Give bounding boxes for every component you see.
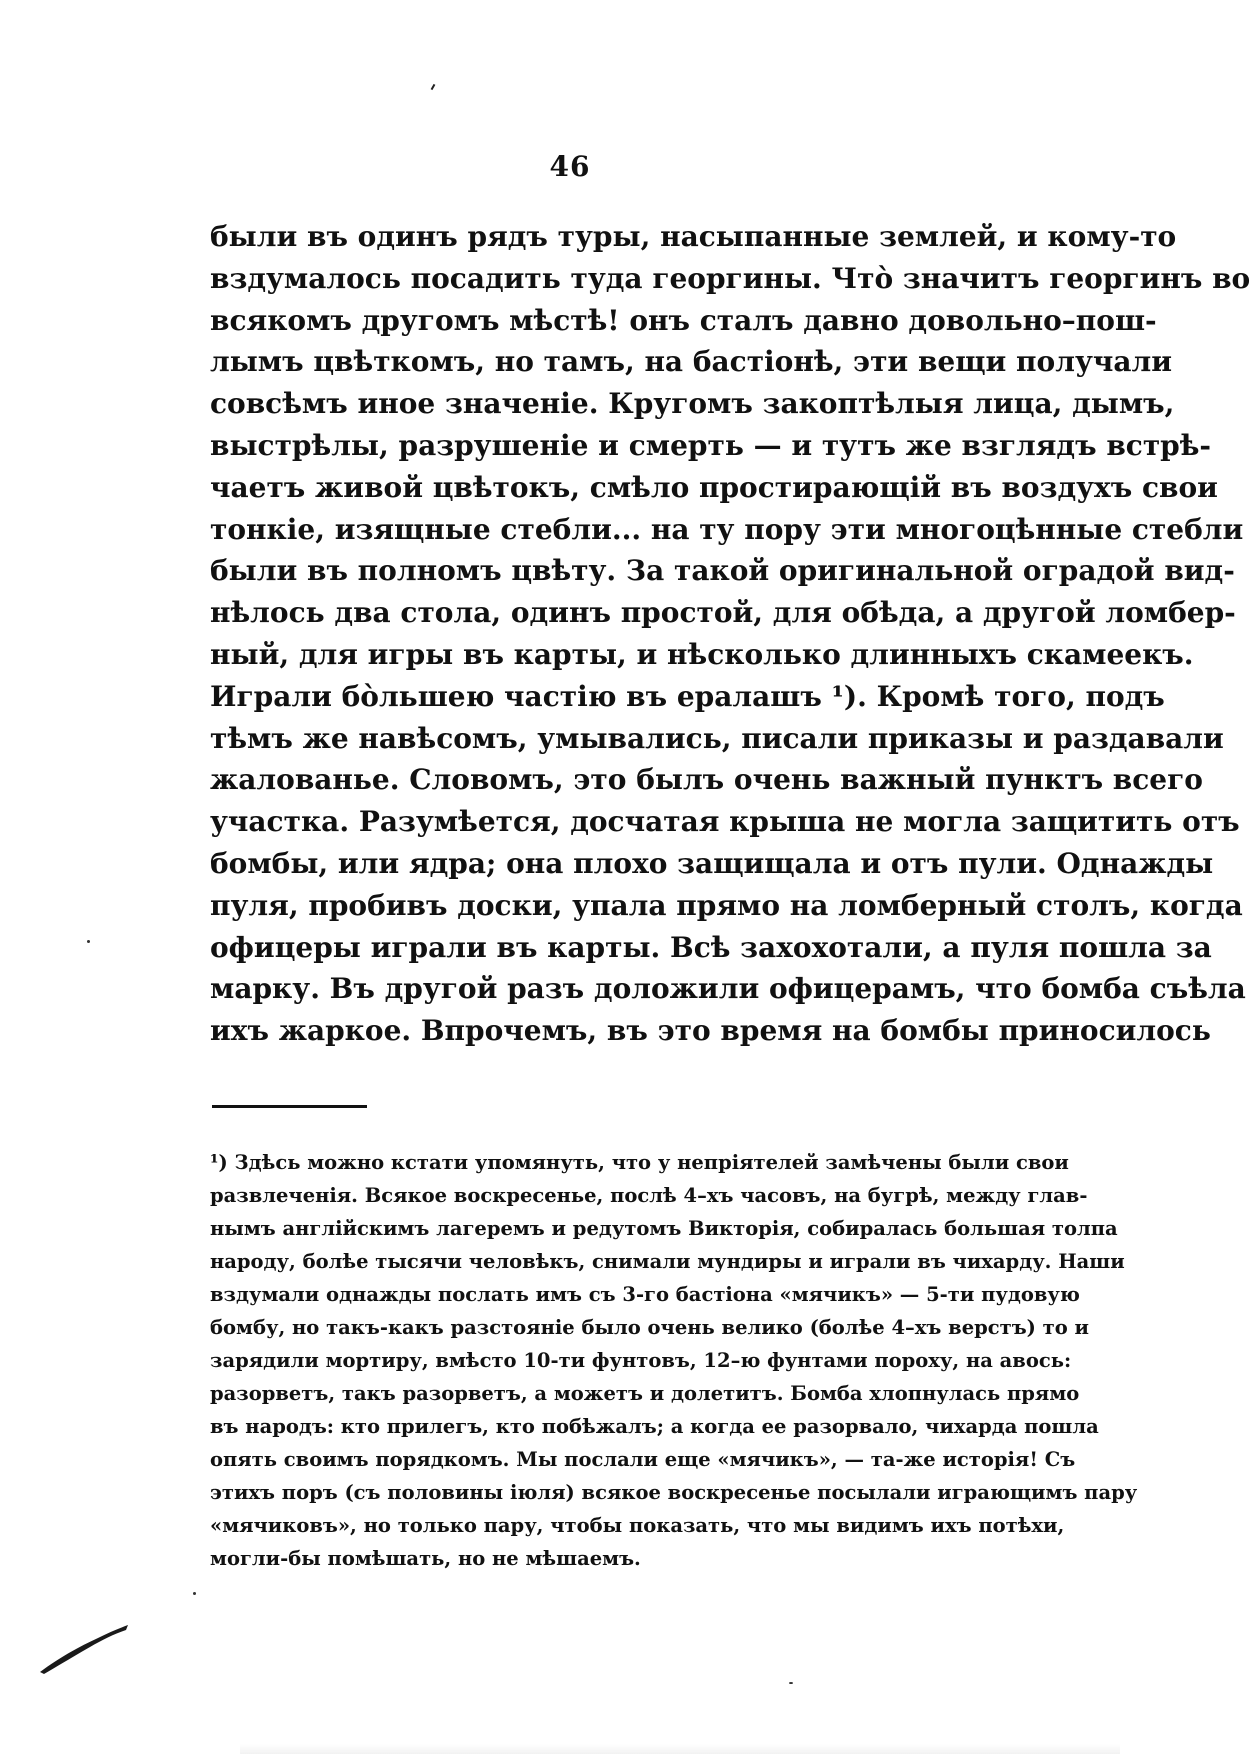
footnote-separator [212,1105,367,1108]
page-number: 46 [549,150,591,183]
text-line: ихъ жаркое. Впрочемъ, въ это время на бомбы приносилось [210,1014,1211,1048]
main-text [210,216,1250,1052]
footnote-line: разорветъ, такъ разорветъ, а можетъ и долетитъ. Бомба хлопнулась прямо [210,1382,1080,1405]
scan-speck [789,1682,793,1684]
page-bottom-edge [240,1744,1120,1754]
footnote-line: развлеченія. Всякое воскресенье, послѣ 4–хъ часовъ, на бугрѣ, между глав- [210,1184,1088,1207]
text-line: тѣмъ же навѣсомъ, умывались, писали приказы и раздавали [210,721,1224,755]
text-line: вздумалось посадить туда георгины. Что̀ значитъ георгинъ во [210,261,1250,295]
scan-speck [193,1592,196,1595]
footnote-line: въ народъ: кто прилегъ, кто побѣжалъ; а когда ее разорвало, чихарда пошла [210,1415,1099,1438]
text-line: нѣлось два стола, одинъ простой, для обѣда, а другой ломбер- [210,596,1236,630]
text-line: ный, для игры въ карты, и нѣсколько длинныхъ скамеекъ. [210,637,1194,671]
scan-speck [87,940,90,943]
text-line: участка. Разумѣется, досчатая крыша не могла защитить отъ [210,805,1240,839]
scan-speck [431,84,436,90]
footnote-line: могли-бы помѣшать, но не мѣшаемъ. [210,1547,641,1570]
footnote-line: этихъ поръ (съ половины іюля) всякое воскресенье посылали играющимъ пару [210,1481,1138,1504]
footnote-line: опять своимъ порядкомъ. Мы послали еще «мячикъ», — та-же исторія! Съ [210,1448,1076,1471]
footnote-line: народу, болѣе тысячи человѣкъ, снимали мундиры и играли въ чихарду. Наши [210,1250,1125,1273]
text-line: тонкіе, изящные стебли... на ту пору эти многоцѣнные стебли [210,512,1244,546]
text-line: марку. Въ другой разъ доложили офицерамъ, что бомба съѣла [210,972,1246,1006]
text-line: Играли бо̀льшею частію въ ералашъ ¹). Кромѣ того, подъ [210,679,1165,713]
text-line: пуля, пробивъ доски, упала прямо на ломберный столъ, когда [210,888,1243,922]
text-line: выстрѣлы, разрушеніе и смерть — и тутъ же взглядъ встрѣ- [210,428,1212,462]
footnote-line: ¹) Здѣсь можно кстати упомянуть, что у непріятелей замѣчены были свои [210,1151,1069,1174]
text-line: бомбы, или ядра; она плохо защищала и отъ пули. Однажды [210,846,1214,880]
footnote-line: вздумали однажды послать имъ съ 3-го бастіона «мячикъ» — 5-ти пудовую [210,1283,1080,1306]
text-line: чаетъ живой цвѣтокъ, смѣло простирающій въ воздухъ свои [210,470,1218,504]
text-line: были въ одинъ рядъ туры, насыпанные землей, и кому-то [210,220,1177,253]
text-line: лымъ цвѣткомъ, но тамъ, на бастіонѣ, эти вещи получали [210,345,1173,379]
footnote-line: «мячиковъ», но только пару, чтобы показать, что мы видимъ ихъ потѣхи, [210,1514,1065,1537]
scan-stroke [36,1620,131,1675]
text-line: жалованье. Словомъ, это былъ очень важный пунктъ всего [210,763,1203,797]
text-line: всякомъ другомъ мѣстѣ! онъ сталъ давно довольно–пош- [210,303,1157,337]
footnote-line: бомбу, но такъ-какъ разстояніе было очень велико (болѣе 4–хъ верстъ) то и [210,1316,1090,1339]
text-line: были въ полномъ цвѣту. За такой оригинальной оградой вид- [210,554,1235,588]
text-line: совсѣмъ иное значеніе. Кругомъ закоптѣлыя лица, дымъ, [210,387,1175,421]
footnote [210,1146,1138,1575]
footnote-line: нымъ англійскимъ лагеремъ и редутомъ Викторія, собиралась большая толпа [210,1217,1118,1240]
text-line: офицеры играли въ карты. Всѣ захохотали, а пуля пошла за [210,930,1212,964]
footnote-line: зарядили мортиру, вмѣсто 10-ти фунтовъ, 12–ю фунтами пороху, на авось: [210,1349,1072,1372]
